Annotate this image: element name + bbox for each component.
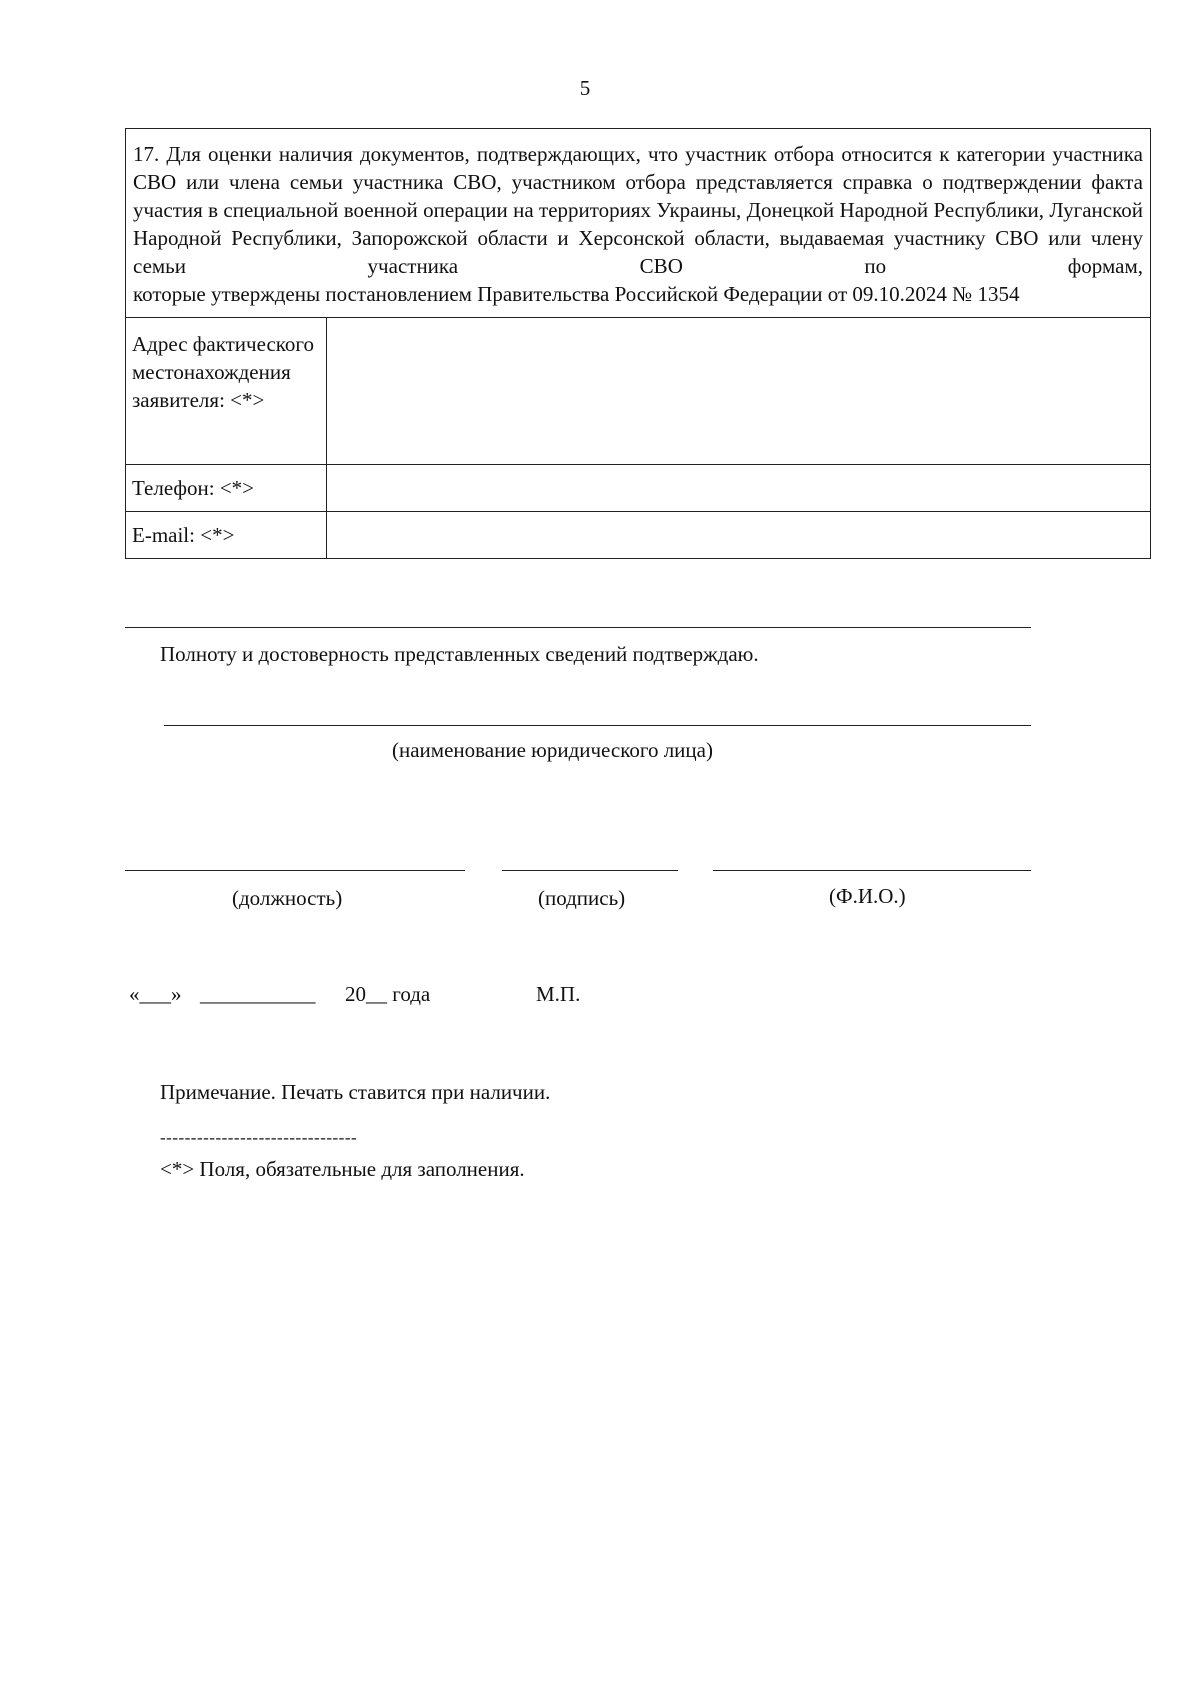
stamp-place: М.П. xyxy=(536,982,581,1006)
phone-label: Телефон: <*> xyxy=(126,465,327,512)
clause-row xyxy=(126,129,1151,318)
confirmation-text: Полноту и достоверность представленных сведений подтверждаю. xyxy=(160,642,759,666)
confirmation-rule xyxy=(125,627,1031,628)
signature-caption: (подпись) xyxy=(538,886,626,910)
email-field[interactable] xyxy=(327,512,1151,559)
footnote-text: <*> Поля, обязательные для заполнения. xyxy=(160,1157,525,1181)
date-year[interactable]: 20__ года xyxy=(345,982,431,1006)
clause-text: 17. Для оценки наличия документов, подтверждающих, что участник отбора относится к категории участника СВО или члена семьи участника СВО, участником отбора представляется справка о подтверждении факта участия в специальной военной операции на территориях Украины, Донецкой Народной Республики, Луганской Народной Республики, Запорожской области и Херсонской области, выдаваемая участнику СВО или члену семьи участника СВО по формам, xyxy=(133,142,1143,278)
address-field[interactable] xyxy=(327,318,1151,465)
clause-last-line: которые утверждены постановлением Правительства Российской Федерации от 09.10.2024 № 1354 xyxy=(133,282,1020,306)
phone-field[interactable] xyxy=(327,465,1151,512)
date-month[interactable]: ___________ xyxy=(200,982,316,1006)
date-day[interactable]: «___» xyxy=(129,982,182,1006)
position-line[interactable] xyxy=(125,870,465,871)
page-number: 5 xyxy=(579,76,591,100)
signature-line[interactable] xyxy=(502,870,678,871)
table-row xyxy=(126,318,1151,465)
table-row xyxy=(126,465,1151,512)
name-caption: (Ф.И.О.) xyxy=(829,884,906,908)
footnote-separator: -------------------------------- xyxy=(160,1128,358,1147)
clause-cell xyxy=(126,129,1151,318)
table-row xyxy=(126,512,1151,559)
org-name-line[interactable] xyxy=(164,725,1031,726)
org-name-caption: (наименование юридического лица) xyxy=(392,738,713,762)
name-line[interactable] xyxy=(713,870,1031,871)
position-caption: (должность) xyxy=(232,886,343,910)
address-label: Адрес фактического местонахождения заявителя: <*> xyxy=(126,318,327,465)
form-table xyxy=(125,128,1151,559)
email-label: E-mail: <*> xyxy=(126,512,327,559)
note-text: Примечание. Печать ставится при наличии. xyxy=(160,1080,551,1104)
